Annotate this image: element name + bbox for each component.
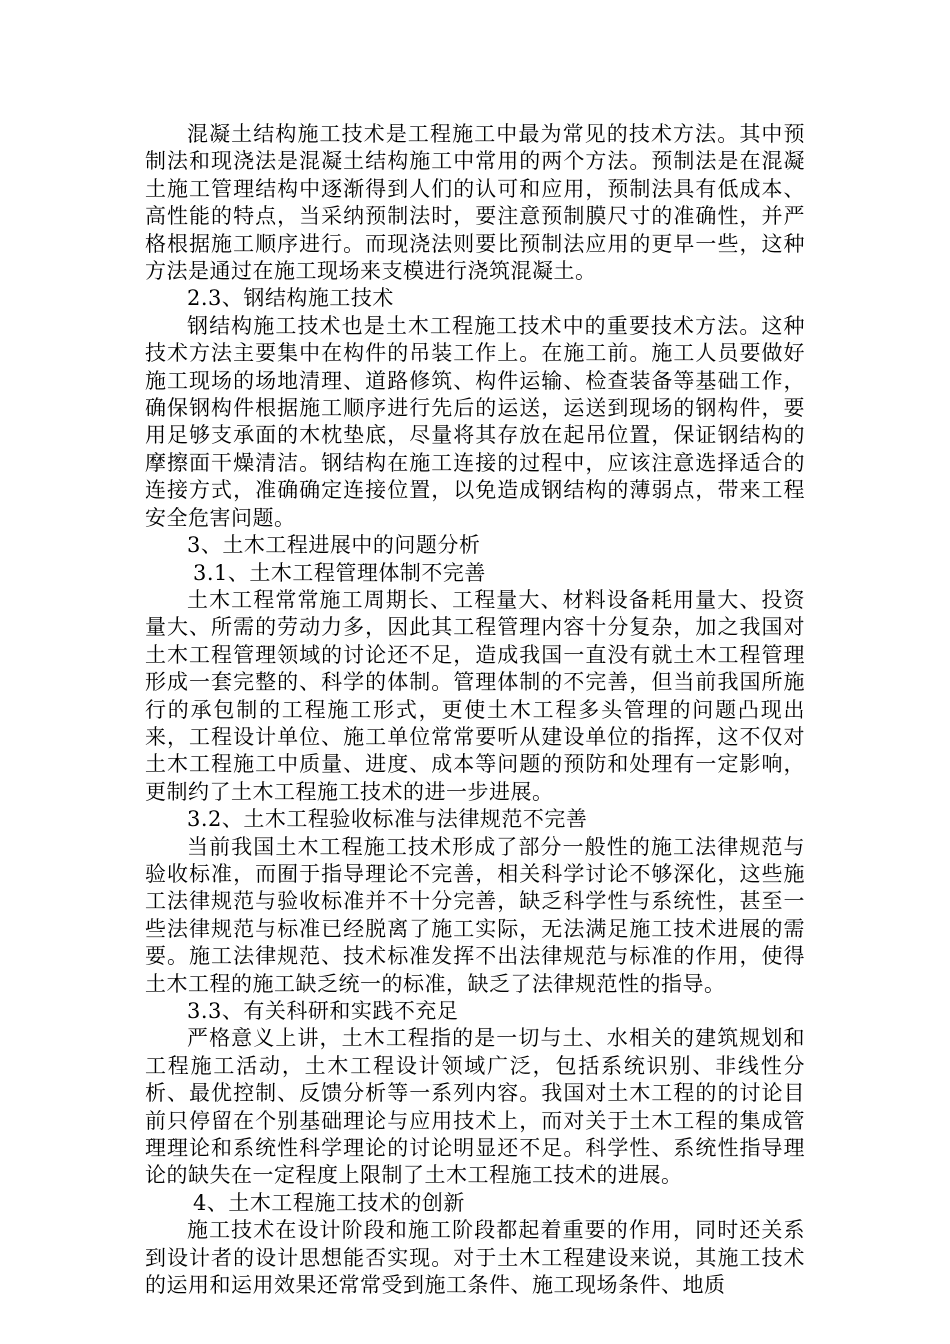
heading-3-1: 3.1、土木工程管理体制不完善 [193, 560, 486, 585]
paragraph-innovation: 施工技术在设计阶段和施工阶段都起着重要的作用，同时还关系到设计者的设计思想能否实现。对于土木工程建设来说，其施工技术的运用和运用效果还常常受到施工条件、施工现场条件、地质 [145, 1218, 805, 1298]
paragraph-steel-technique: 钢结构施工技术也是土木工程施工技术中的重要技术方法。这种技术方法主要集中在构件的吊装工作上。在施工前。施工人员要做好施工现场的场地清理、道路修筑、构件运输、检查装备等基础工作，确保钢构件根据施工顺序进行先后的运送，运送到现场的钢构件，要用足够支承面的木枕垫底，尽量将其存放在起吊位置，保证钢结构的摩擦面干燥清洁。钢结构在施工连接的过程中，应该注意选择适合的连接方式，准确确定连接位置，以免造成钢结构的薄弱点，带来工程安全危害问题。 [145, 313, 805, 530]
paragraph-management-system: 土木工程常常施工周期长、工程量大、材料设备耗用量大、投资量大、所需的劳动力多，因此其工程管理内容十分复杂，加之我国对土木工程管理领域的讨论还不足，造成我国一直没有就土木工程管理形成一套完整的、科学的体制。管理体制的不完善，但当前我国所施行的承包制的工程施工形式，更使土木工程多头管理的问题凸现出来，工程设计单位、施工单位常常要听从建设单位的指挥，这不仅对土木工程施工中质量、进度、成本等问题的预防和处理有一定影响，更制约了土木工程施工技术的进一步进展。 [145, 587, 805, 804]
document-body [145, 121, 805, 1299]
heading-3-2: 3.2、土木工程验收标准与法律规范不完善 [187, 807, 588, 832]
heading-3-3: 3.3、有关科研和实践不充足 [187, 999, 459, 1023]
paragraph-concrete-technique: 混凝土结构施工技术是工程施工中最为常见的技术方法。其中预制法和现浇法是混凝土结构施工中常用的两个方法。预制法是在混凝土施工管理结构中逐渐得到人们的认可和应用，预制法具有低成本、高性能的特点，当采纳预制法时，要注意预制膜尺寸的准确性，并严格根据施工顺序进行。而现浇法则要比预制法应用的更早一些，这种方法是通过在施工现场来支模进行浇筑混凝土。 [145, 122, 805, 284]
heading-3: 3、土木工程进展中的问题分析 [187, 533, 481, 558]
paragraph-acceptance-standards: 当前我国土木工程施工技术形成了部分一般性的施工法律规范与验收标准，而囿于指导理论不完善，相关科学讨论不够深化，这些施工法律规范与验收标准并不十分完善，缺乏科学性与系统性，甚至一些法律规范与标准已经脱离了施工实际，无法满足施工技术进展的需要。施工法律规范、技术标准发挥不出法律规范与标准的作用，使得土木工程的施工缺乏统一的标准，缺乏了法律规范性的指导。 [145, 834, 805, 996]
heading-2-3: 2.3、钢结构施工技术 [187, 286, 394, 311]
paragraph-research-practice: 严格意义上讲，土木工程指的是一切与土、水相关的建筑规划和工程施工活动，土木工程设计领域广泛，包括系统识别、非线性分析、最优控制、反馈分析等一系列内容。我国对土木工程的的讨论目前只停留在个别基础理论与应用技术上，而对关于土木工程的集成管理理论和系统性科学理论的讨论明显还不足。科学性、系统性指导理论的缺失在一定程度上限制了土木工程施工技术的进展。 [145, 1026, 805, 1188]
heading-4: 4、土木工程施工技术的创新 [193, 1190, 465, 1215]
